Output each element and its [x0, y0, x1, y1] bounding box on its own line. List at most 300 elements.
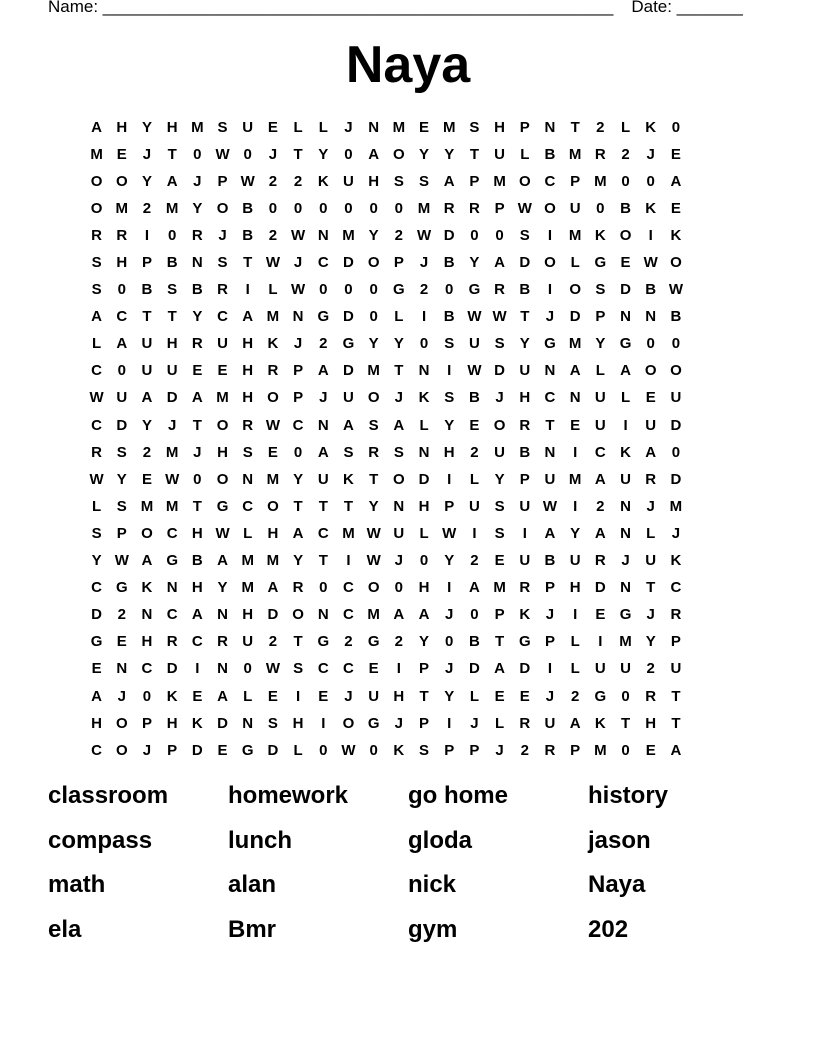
grid-letter: O: [216, 199, 229, 217]
grid-letter: M: [493, 172, 506, 190]
grid-letter: U: [368, 687, 380, 705]
grid-letter: D: [670, 470, 682, 488]
grid-letter: H: [242, 362, 254, 380]
grid-letter: U: [519, 552, 531, 570]
grid-letter: J: [646, 497, 655, 515]
grid-row: [84, 331, 732, 358]
grid-letter: S: [444, 335, 455, 353]
grid-letter: H: [116, 118, 128, 136]
grid-letter: M: [594, 741, 607, 759]
grid-letter: U: [217, 335, 228, 353]
grid-letter: D: [620, 281, 631, 299]
grid-letter: M: [568, 470, 582, 488]
grid-letter: W: [291, 226, 306, 244]
grid-letter: U: [141, 362, 153, 380]
grid-letter: U: [594, 416, 606, 434]
grid-letter: T: [570, 118, 580, 136]
grid-letter: T: [495, 633, 505, 651]
grid-letter: P: [419, 660, 430, 678]
grid-letter: T: [419, 687, 429, 705]
grid-letter: 2: [142, 199, 152, 217]
grid-letter: R: [191, 226, 203, 244]
grid-letter: G: [518, 633, 531, 651]
grid-letter: C: [116, 308, 128, 326]
grid-letter: I: [472, 524, 477, 542]
grid-letter: S: [91, 281, 102, 299]
name-field-label: Name: ______________________________________________________: [48, 0, 614, 16]
grid-letter: L: [595, 362, 605, 380]
grid-letter: J: [319, 389, 328, 407]
grid-letter: I: [573, 606, 578, 624]
grid-letter: P: [544, 579, 555, 597]
grid-letter: J: [394, 389, 404, 407]
grid-letter: J: [293, 335, 303, 353]
grid-letter: B: [544, 552, 556, 570]
grid-letter: G: [367, 633, 380, 651]
grid-letter: 0: [419, 335, 429, 353]
grid-row: [84, 168, 732, 195]
grid-letter: K: [594, 714, 606, 732]
grid-letter: A: [418, 606, 430, 624]
grid-letter: L: [570, 254, 580, 272]
grid-letter: H: [645, 714, 657, 732]
grid-letter: J: [470, 714, 479, 732]
grid-letter: U: [544, 714, 556, 732]
grid-letter: K: [418, 389, 430, 407]
grid-letter: L: [293, 118, 303, 136]
grid-letter: P: [469, 172, 480, 190]
grid-letter: B: [620, 199, 631, 217]
grid-letter: 0: [470, 226, 479, 244]
grid-letter: M: [266, 470, 280, 488]
grid-letter: Y: [368, 335, 379, 353]
grid-row: [84, 304, 732, 331]
grid-letter: A: [544, 524, 556, 542]
grid-letter: M: [165, 199, 179, 217]
grid-letter: S: [217, 118, 228, 136]
grid-letter: E: [116, 633, 127, 651]
grid-letter: I: [547, 226, 553, 244]
grid-letter: J: [344, 118, 353, 136]
grid-letter: I: [195, 660, 200, 678]
grid-letter: G: [166, 552, 178, 570]
grid-letter: H: [191, 524, 203, 542]
grid-letter: G: [594, 687, 607, 705]
grid-letter: O: [115, 741, 128, 759]
grid-letter: B: [670, 308, 682, 326]
grid-letter: N: [191, 254, 203, 272]
grid-row: [84, 493, 732, 520]
grid-letter: K: [519, 606, 531, 624]
grid-letter: A: [292, 524, 304, 542]
grid-letter: 0: [268, 199, 278, 217]
grid-letter: W: [215, 524, 230, 542]
grid-letter: R: [645, 687, 657, 705]
grid-letter: J: [293, 254, 303, 272]
grid-letter: O: [644, 362, 657, 380]
grid-letter: R: [116, 226, 128, 244]
word-list-item: Naya: [588, 871, 646, 898]
grid-letter: M: [266, 552, 280, 570]
grid-letter: E: [620, 254, 631, 272]
grid-letter: J: [545, 687, 555, 705]
grid-letter: T: [671, 687, 681, 705]
puzzle-title: Naya: [345, 36, 471, 94]
grid-letter: I: [547, 660, 553, 678]
grid-letter: C: [292, 416, 304, 434]
grid-letter: H: [166, 714, 178, 732]
grid-letter: 0: [193, 145, 202, 163]
grid-letter: E: [141, 470, 152, 488]
grid-letter: Y: [393, 335, 404, 353]
grid-letter: 2: [596, 118, 605, 136]
grid-letter: E: [217, 741, 228, 759]
grid-letter: N: [317, 606, 329, 624]
grid-letter: Y: [469, 254, 480, 272]
grid-letter: L: [394, 308, 404, 326]
grid-letter: O: [493, 416, 506, 434]
grid-letter: R: [191, 335, 203, 353]
grid-letter: W: [442, 524, 457, 542]
grid-letter: G: [367, 714, 380, 732]
grid-row: [84, 222, 732, 249]
grid-letter: Y: [494, 470, 505, 488]
grid-letter: A: [191, 606, 203, 624]
grid-letter: 0: [117, 362, 126, 380]
grid-letter: L: [243, 687, 253, 705]
grid-letter: B: [645, 281, 657, 299]
grid-letter: I: [447, 714, 452, 732]
grid-letter: Y: [141, 172, 152, 190]
grid-row: [84, 575, 732, 602]
grid-letter: D: [217, 714, 228, 732]
grid-row: [84, 520, 732, 547]
grid-letter: B: [544, 145, 556, 163]
grid-letter: M: [241, 579, 254, 597]
grid-letter: H: [191, 579, 203, 597]
grid-letter: 0: [671, 443, 681, 461]
grid-letter: L: [570, 633, 580, 651]
grid-letter: J: [419, 254, 429, 272]
grid-letter: K: [343, 470, 354, 488]
grid-letter: Y: [645, 633, 656, 651]
grid-letter: J: [394, 552, 404, 570]
grid-letter: Y: [368, 226, 379, 244]
grid-letter: M: [342, 226, 355, 244]
grid-letter: E: [267, 443, 278, 461]
grid-letter: S: [267, 714, 278, 732]
grid-letter: J: [495, 741, 504, 759]
grid-letter: W: [366, 552, 381, 570]
grid-letter: P: [141, 254, 152, 272]
grid-letter: R: [242, 416, 254, 434]
grid-letter: B: [443, 254, 455, 272]
grid-letter: J: [671, 524, 681, 542]
grid-letter: O: [216, 416, 229, 434]
grid-letter: H: [494, 118, 506, 136]
grid-letter: T: [167, 308, 177, 326]
grid-letter: H: [116, 254, 128, 272]
word-list-item: homework: [228, 782, 349, 809]
grid-letter: P: [519, 470, 530, 488]
grid-letter: 0: [419, 552, 429, 570]
grid-letter: W: [467, 308, 482, 326]
grid-letter: E: [267, 118, 278, 136]
grid-letter: K: [393, 741, 405, 759]
word-list-item: ela: [48, 915, 82, 943]
grid-letter: E: [192, 687, 203, 705]
grid-letter: N: [217, 660, 228, 678]
grid-letter: U: [317, 470, 329, 488]
grid-letter: B: [468, 389, 480, 407]
grid-letter: J: [394, 714, 404, 732]
grid-letter: I: [547, 281, 553, 299]
grid-letter: G: [241, 741, 254, 759]
grid-letter: M: [392, 118, 406, 136]
grid-letter: M: [367, 362, 380, 380]
grid-letter: 0: [470, 606, 479, 624]
grid-letter: M: [216, 389, 229, 407]
grid-letter: Y: [368, 497, 379, 515]
grid-letter: M: [140, 497, 154, 515]
grid-letter: W: [165, 470, 180, 488]
grid-letter: T: [318, 552, 328, 570]
grid-letter: Y: [141, 416, 152, 434]
grid-letter: G: [393, 281, 405, 299]
grid-letter: B: [166, 254, 178, 272]
grid-letter: P: [519, 118, 530, 136]
grid-letter: R: [443, 199, 455, 217]
grid-letter: W: [366, 524, 381, 542]
grid-letter: O: [115, 172, 128, 190]
grid-letter: B: [468, 633, 480, 651]
grid-letter: 0: [117, 281, 126, 299]
grid-letter: S: [595, 281, 606, 299]
grid-letter: M: [191, 118, 204, 136]
grid-letter: C: [91, 579, 103, 597]
grid-letter: H: [519, 389, 531, 407]
grid-letter: G: [115, 579, 128, 597]
grid-letter: E: [318, 687, 329, 705]
grid-letter: E: [494, 687, 505, 705]
grid-letter: K: [670, 552, 682, 570]
grid-letter: O: [518, 172, 531, 190]
grid-letter: N: [620, 497, 631, 515]
grid-letter: A: [594, 524, 606, 542]
grid-letter: 0: [646, 172, 655, 190]
grid-letter: 2: [646, 660, 655, 678]
grid-letter: R: [594, 552, 606, 570]
grid-letter: 0: [293, 443, 303, 461]
grid-letter: T: [192, 416, 202, 434]
grid-letter: M: [241, 552, 254, 570]
grid-letter: C: [343, 579, 354, 597]
grid-letter: 2: [268, 633, 278, 651]
grid-letter: O: [90, 172, 103, 190]
grid-letter: P: [444, 741, 455, 759]
grid-letter: W: [265, 660, 280, 678]
grid-letter: B: [191, 552, 203, 570]
grid-letter: 2: [470, 443, 479, 461]
grid-letter: D: [166, 660, 178, 678]
grid-letter: A: [217, 552, 228, 570]
grid-letter: T: [620, 714, 631, 732]
grid-letter: A: [191, 389, 203, 407]
grid-letter: N: [116, 660, 128, 678]
grid-letter: P: [494, 199, 505, 217]
grid-letter: D: [267, 606, 279, 624]
grid-letter: H: [242, 606, 254, 624]
grid-letter: R: [519, 714, 531, 732]
grid-letter: Y: [116, 470, 127, 488]
grid-letter: E: [670, 145, 681, 163]
grid-letter: K: [620, 443, 631, 461]
grid-letter: O: [267, 497, 279, 515]
grid-letter: R: [594, 145, 606, 163]
grid-letter: R: [494, 281, 506, 299]
grid-letter: S: [494, 497, 505, 515]
grid-letter: G: [544, 335, 556, 353]
grid-letter: W: [215, 145, 230, 163]
grid-letter: P: [293, 389, 304, 407]
grid-letter: I: [522, 524, 527, 542]
grid-letter: U: [519, 362, 531, 380]
grid-letter: T: [646, 579, 656, 597]
grid-letter: N: [418, 443, 430, 461]
grid-letter: W: [265, 254, 280, 272]
grid-letter: 0: [394, 199, 404, 217]
grid-letter: B: [141, 281, 153, 299]
grid-letter: T: [343, 497, 354, 515]
grid-letter: P: [570, 741, 581, 759]
grid-letter: I: [346, 552, 351, 570]
grid-letter: B: [519, 281, 531, 299]
grid-letter: E: [645, 741, 656, 759]
grid-letter: 0: [344, 199, 353, 217]
grid-letter: K: [166, 687, 178, 705]
grid-letter: A: [368, 145, 380, 163]
grid-letter: A: [494, 254, 506, 272]
grid-letter: U: [494, 145, 506, 163]
grid-letter: 0: [369, 281, 378, 299]
grid-letter: P: [544, 633, 555, 651]
grid-letter: 2: [570, 687, 580, 705]
grid-letter: A: [91, 308, 103, 326]
grid-letter: 0: [243, 145, 252, 163]
grid-letter: H: [292, 714, 304, 732]
word-list-item: go home: [408, 782, 508, 809]
grid-letter: D: [343, 362, 354, 380]
grid-letter: Y: [419, 145, 430, 163]
grid-letter: O: [393, 470, 405, 488]
grid-letter: P: [494, 606, 505, 624]
grid-letter: Y: [570, 524, 581, 542]
grid-letter: T: [469, 145, 479, 163]
grid-letter: U: [544, 470, 556, 488]
grid-letter: U: [670, 660, 682, 678]
word-list-item: 202: [588, 915, 629, 943]
grid-letter: J: [268, 145, 278, 163]
grid-letter: G: [317, 633, 330, 651]
grid-letter: 0: [596, 199, 605, 217]
grid-letter: J: [142, 741, 152, 759]
grid-letter: 0: [319, 281, 328, 299]
grid-letter: 2: [621, 145, 630, 163]
grid-letter: I: [648, 226, 653, 244]
grid-letter: O: [216, 470, 229, 488]
grid-letter: S: [469, 118, 480, 136]
grid-letter: T: [243, 254, 253, 272]
grid-letter: S: [393, 443, 404, 461]
grid-letter: G: [594, 254, 607, 272]
grid-letter: S: [519, 226, 530, 244]
grid-letter: U: [468, 497, 480, 515]
grid-letter: M: [568, 145, 582, 163]
grid-letter: A: [141, 552, 153, 570]
grid-letter: A: [670, 741, 682, 759]
grid-letter: I: [573, 497, 578, 515]
grid-letter: D: [343, 308, 354, 326]
word-list-item: gloda: [408, 826, 472, 854]
grid-letter: I: [245, 281, 250, 299]
grid-letter: A: [594, 470, 606, 488]
grid-letter: C: [343, 606, 354, 624]
grid-letter: A: [217, 687, 228, 705]
date-field-label: Date: _______: [631, 0, 743, 16]
grid-letter: C: [166, 524, 178, 542]
grid-letter: M: [568, 226, 582, 244]
grid-letter: 0: [344, 281, 353, 299]
grid-letter: J: [621, 552, 630, 570]
grid-letter: R: [292, 579, 304, 597]
grid-letter: E: [670, 199, 681, 217]
grid-letter: S: [419, 172, 430, 190]
grid-letter: K: [645, 118, 657, 136]
grid-letter: W: [668, 281, 683, 299]
grid-letter: 2: [268, 172, 278, 190]
grid-letter: E: [217, 362, 228, 380]
grid-letter: H: [166, 118, 178, 136]
grid-letter: A: [91, 118, 103, 136]
grid-letter: 0: [445, 633, 454, 651]
grid-letter: N: [242, 470, 254, 488]
grid-letter: P: [217, 172, 228, 190]
grid-letter: B: [519, 443, 531, 461]
grid-letter: I: [396, 660, 401, 678]
grid-letter: O: [393, 145, 405, 163]
grid-letter: E: [368, 660, 379, 678]
grid-letter: A: [116, 335, 128, 353]
grid-letter: I: [144, 226, 150, 244]
grid-letter: K: [267, 335, 279, 353]
grid-letter: P: [167, 741, 178, 759]
grid-letter: P: [293, 362, 304, 380]
grid-letter: D: [267, 741, 279, 759]
grid-letter: L: [419, 524, 429, 542]
grid-letter: U: [242, 118, 254, 136]
grid-letter: I: [447, 579, 452, 597]
grid-letter: W: [89, 470, 104, 488]
grid-letter: L: [495, 714, 505, 732]
grid-letter: 0: [142, 687, 152, 705]
grid-letter: C: [91, 741, 103, 759]
grid-letter: M: [594, 172, 607, 190]
grid-letter: O: [367, 579, 380, 597]
grid-letter: 0: [646, 335, 655, 353]
grid-letter: I: [573, 443, 578, 461]
grid-letter: E: [570, 416, 581, 434]
header-line: [48, 0, 743, 17]
